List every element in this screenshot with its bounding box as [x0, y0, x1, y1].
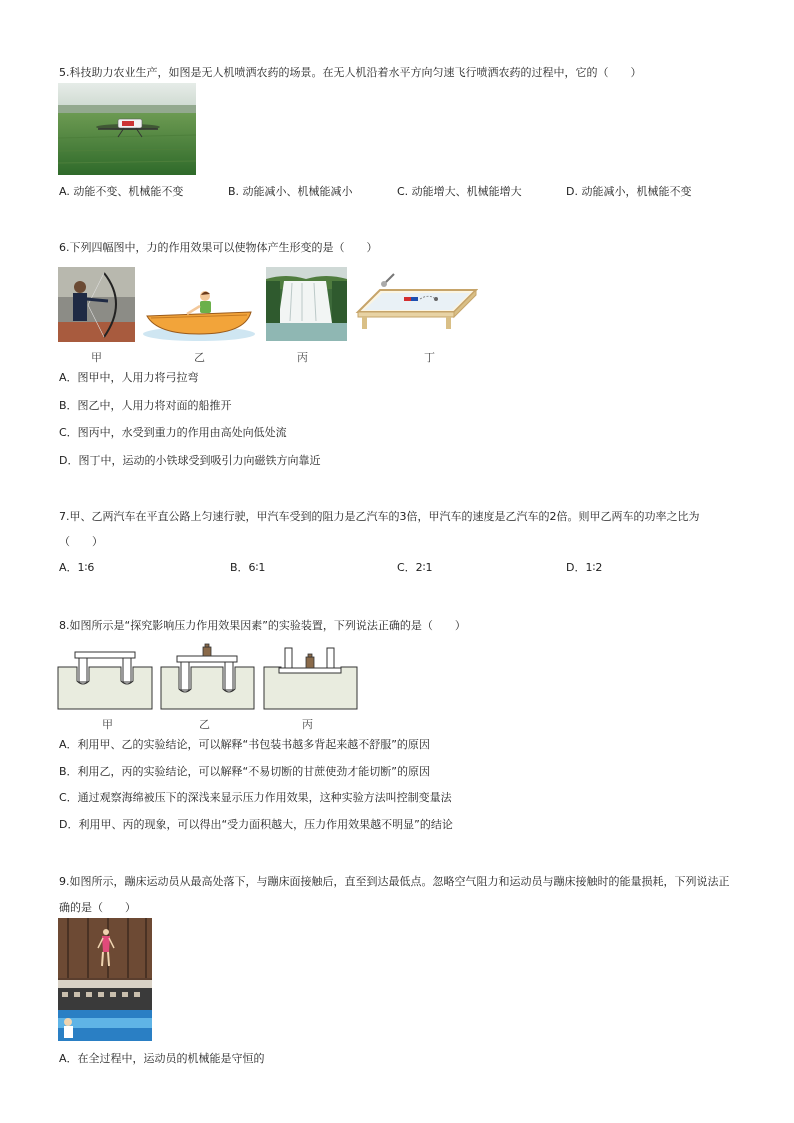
q6-caption-yi: 乙 [194, 351, 205, 364]
pressure-experiment-figure [57, 643, 359, 711]
boat-illustration [141, 288, 257, 342]
magnet-table-illustration [354, 268, 478, 340]
q7-option-c: C．2∶1 [397, 561, 433, 574]
q7-option-d: D．1∶2 [566, 561, 603, 574]
waterfall-photo [266, 267, 347, 341]
drone-photo [58, 83, 196, 175]
q8-caption-yi: 乙 [199, 718, 210, 731]
q8-option-c: C．通过观察海绵被压下的深浅来显示压力作用效果，这种实验方法叫控制变量法 [59, 791, 452, 804]
q8-stem: 8.如图所示是“探究影响压力作用效果因素”的实验装置，下列说法正确的是（ ） [59, 619, 466, 632]
q8-caption-jia: 甲 [102, 718, 113, 731]
q7-option-b: B．6∶1 [230, 561, 266, 574]
q9-stem: 9.如图所示，蹦床运动员从最高处落下，与蹦床面接触后，直至到达最低点。忽略空气阻力和运动员与蹦床接触时的能量损耗，下列说法正 [59, 875, 730, 888]
q6-caption-ding: 丁 [424, 351, 435, 364]
q6-option-d: D．图丁中，运动的小铁球受到吸引力向磁铁方向靠近 [59, 454, 321, 467]
q8-option-a: A．利用甲、乙的实验结论，可以解释“书包装书越多背起来越不舒服”的原因 [59, 738, 430, 751]
q6-option-b: B．图乙中，人用力将对面的船推开 [59, 399, 232, 412]
q7-stem-cont: （ ） [59, 535, 103, 548]
trampoline-photo [58, 918, 152, 1041]
q5-option-a: A. 动能不变、机械能不变 [59, 185, 184, 198]
q7-option-a: A．1∶6 [59, 561, 95, 574]
q6-stem: 6.下列四幅图中，力的作用效果可以使物体产生形变的是（ ） [59, 241, 378, 254]
q5-stem: 5.科技助力农业生产，如图是无人机喷洒农药的场景。在无人机沿着水平方向匀速飞行喷洒农药的过程中，它的（ ） [59, 66, 642, 79]
q7-stem: 7.甲、乙两汽车在平直公路上匀速行驶，甲汽车受到的阻力是乙汽车的3倍，甲汽车的速度是乙汽车的2倍。则甲乙两车的功率之比为 [59, 510, 700, 523]
q8-caption-bing: 丙 [302, 718, 313, 731]
q8-option-d: D．利用甲、丙的现象，可以得出“受力面积越大，压力作用效果越不明显”的结论 [59, 818, 453, 831]
q6-caption-jia: 甲 [91, 351, 102, 364]
q6-option-a: A．图甲中，人用力将弓拉弯 [59, 371, 199, 384]
q9-option-a: A．在全过程中，运动员的机械能是守恒的 [59, 1052, 265, 1065]
q5-option-c: C. 动能增大、机械能增大 [397, 185, 522, 198]
q5-option-b: B. 动能减小、机械能减小 [228, 185, 353, 198]
q8-option-b: B．利用乙，丙的实验结论，可以解释“不易切断的甘蔗使劲才能切断”的原因 [59, 765, 430, 778]
q6-caption-bing: 丙 [297, 351, 308, 364]
q6-option-c: C．图丙中，水受到重力的作用由高处向低处流 [59, 426, 287, 439]
archer-photo [58, 267, 135, 342]
q9-stem-cont: 确的是（ ） [59, 901, 136, 914]
q5-option-d: D. 动能减小，机械能不变 [566, 185, 692, 198]
